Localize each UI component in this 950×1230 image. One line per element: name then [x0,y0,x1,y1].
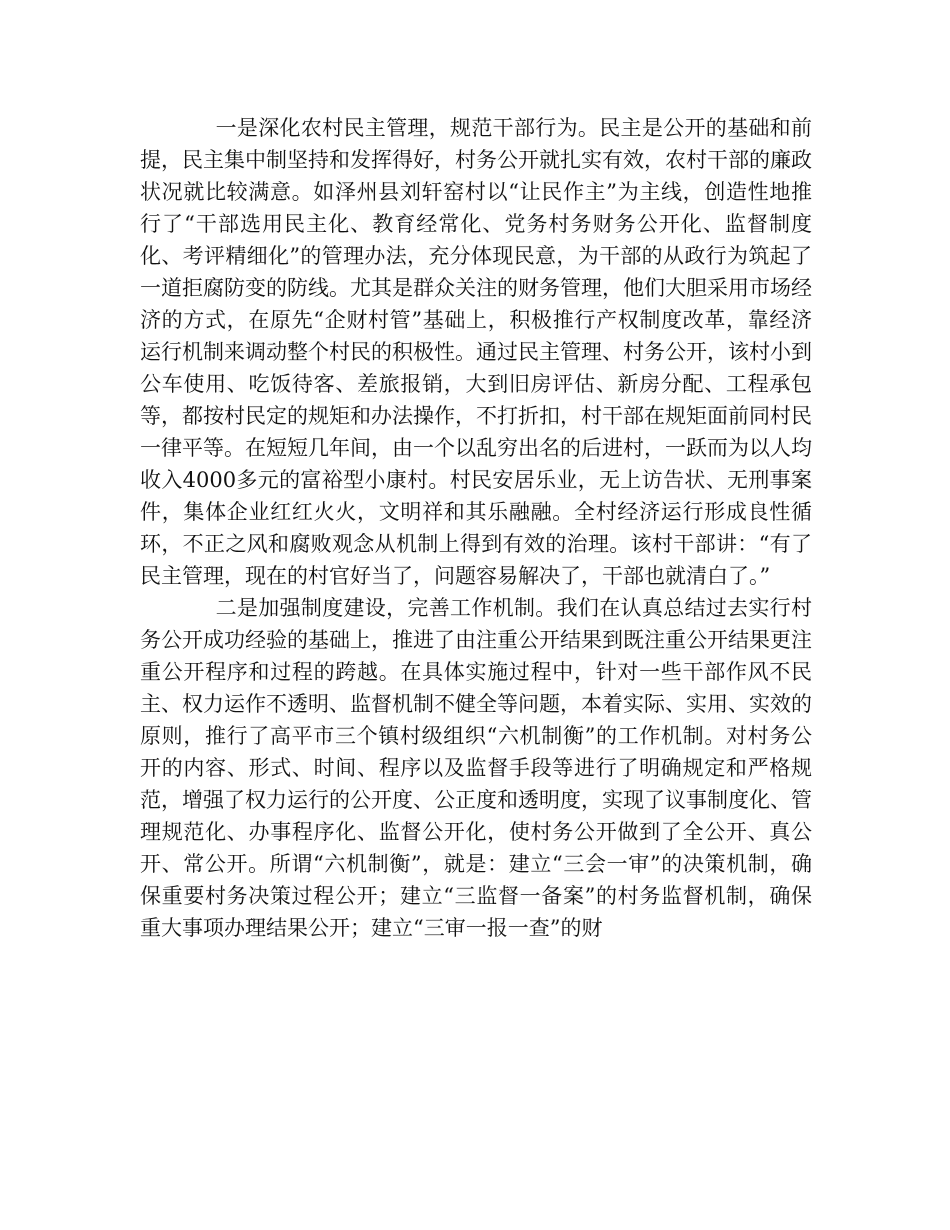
document-body [140,112,812,944]
paragraph-2: 二是加强制度建设，完善工作机制。我们在认真总结过去实行村务公开成功经验的基础上，推进了由注重公开结果到既注重公开结果更注重公开程序和过程的跨越。在具体实施过程中，针对一些干部作风不民主、权力运作不透明、监督机制不健全等问题，本着实际、实用、实效的原则，推行了高平市三个镇村级组织“六机制衡”的工作机制。对村务公开的内容、形式、时间、程序以及监督手段等进行了明确规定和严格规范，增强了权力运行的公开度、公正度和透明度，实现了议事制度化、管理规范化、办事程序化、监督公开化，使村务公开做到了全公开、真公开、常公开。所谓“六机制衡”，就是：建立“三会一审”的决策机制，确保重要村务决策过程公开；建立“三监督一备案”的村务监督机制，确保重大事项办理结果公开；建立“三审一报一查”的财 [140,596,812,940]
paragraph-1: 一是深化农村民主管理，规范干部行为。民主是公开的基础和前提，民主集中制坚持和发挥得好，村务公开就扎实有效，农村干部的廉政状况就比较满意。如泽州县刘轩窑村以“让民作主”为主线，创造性地推行了“干部选用民主化、教育经常化、党务村务财务公开化、监督制度化、考评精细化”的管理办法，充分体现民意，为干部的从政行为筑起了一道拒腐防变的防线。尤其是群众关注的财务管理，他们大胆采用市场经济的方式，在原先“企财村管”基础上，积极推行产权制度改革，靠经济运行机制来调动整个村民的积极性。通过民主管理、村务公开，该村小到公车使用、吃饭待客、差旅报销，大到旧房评估、新房分配、工程承包等，都按村民定的规矩和办法操作，不打折扣，村干部在规矩面前同村民一律平等。在短短几年间，由一个以乱穷出名的后进村，一跃而为以人均收入4000多元的富裕型小康村。村民安居乐业，无上访告状、无刑事案件，集体企业红红火火，文明祥和其乐融融。全村经济运行形成良性循环，不正之风和腐败观念从机制上得到有效的治理。该村干部讲：“有了民主管理，现在的村官好当了，问题容易解决了，干部也就清白了。” [140,116,812,588]
